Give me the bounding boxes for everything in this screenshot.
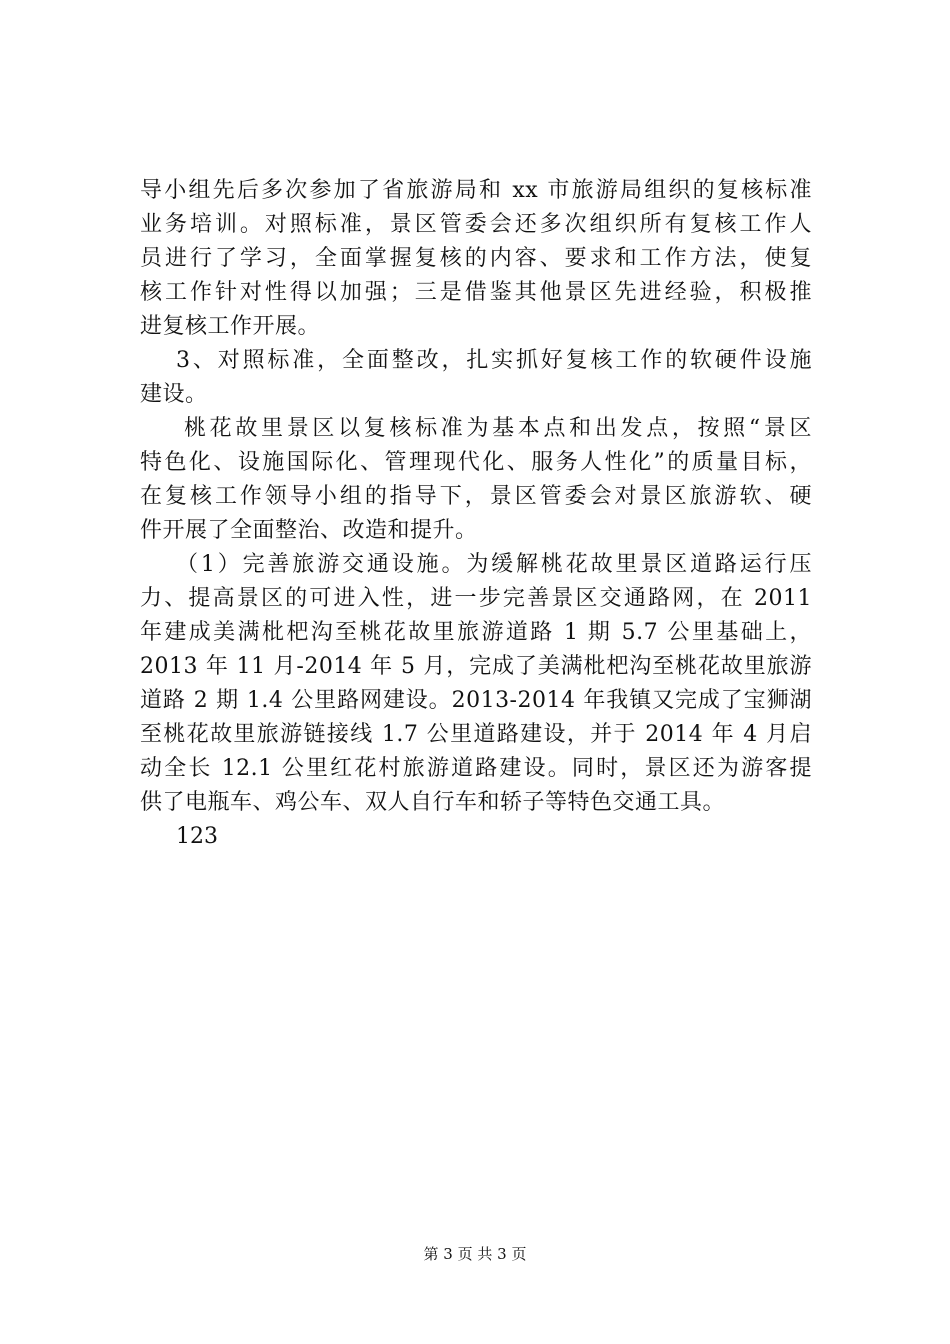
text-line: 道路 2 期 1.4 公里路网建设。2013-2014 年我镇又完成了宝狮湖	[140, 688, 812, 713]
text-line: 力、提高景区的可进入性，进一步完善景区交通路网，在 2011	[140, 586, 812, 611]
paragraph-training	[140, 174, 812, 344]
text-line: 业务培训。对照标准，景区管委会还多次组织所有复核工作人	[140, 212, 812, 237]
text-line: 年建成美满枇杷沟至桃花故里旅游道路 1 期 5.7 公里基础上，	[140, 620, 812, 645]
document-body	[140, 174, 812, 854]
heading-line: 3、对照标准，全面整改，扎实抓好复核工作的软硬件设施	[176, 348, 812, 373]
heading-line: 建设。	[140, 382, 208, 407]
section-heading-3	[140, 344, 812, 412]
text-line: 供了电瓶车、鸡公车、双人自行车和轿子等特色交通工具。	[140, 790, 726, 815]
text-line: 导小组先后多次参加了省旅游局和 xx 市旅游局组织的复核标准	[140, 178, 812, 203]
text-line: 在复核工作领导小组的指导下，景区管委会对景区旅游软、硬	[140, 484, 812, 509]
text-line: （1）完善旅游交通设施。为缓解桃花故里景区道路运行压	[176, 552, 812, 577]
page-marker: 123	[176, 824, 218, 849]
text-line: 进复核工作开展。	[140, 314, 321, 339]
text-line: 核工作针对性得以加强；三是借鉴其他景区先进经验，积极推	[140, 280, 812, 305]
text-line: 动全长 12.1 公里红花村旅游道路建设。同时，景区还为游客提	[140, 756, 812, 781]
text-line: 桃花故里景区以复核标准为基本点和出发点，按照“景区	[184, 416, 812, 441]
paragraph-traffic-facilities	[140, 548, 812, 820]
paragraph-rectification	[140, 412, 812, 548]
text-line: 件开展了全面整治、改造和提升。	[140, 518, 478, 543]
page-footer: 第 3 页 共 3 页	[423, 1245, 527, 1263]
text-line: 至桃花故里旅游链接线 1.7 公里道路建设，并于 2014 年 4 月启	[140, 722, 812, 747]
text-line: 2013 年 11 月-2014 年 5 月，完成了美满枇杷沟至桃花故里旅游	[140, 654, 812, 679]
text-line: 特色化、设施国际化、管理现代化、服务人性化”的质量目标，	[140, 450, 812, 475]
text-line: 员进行了学习，全面掌握复核的内容、要求和工作方法，使复	[140, 246, 812, 271]
